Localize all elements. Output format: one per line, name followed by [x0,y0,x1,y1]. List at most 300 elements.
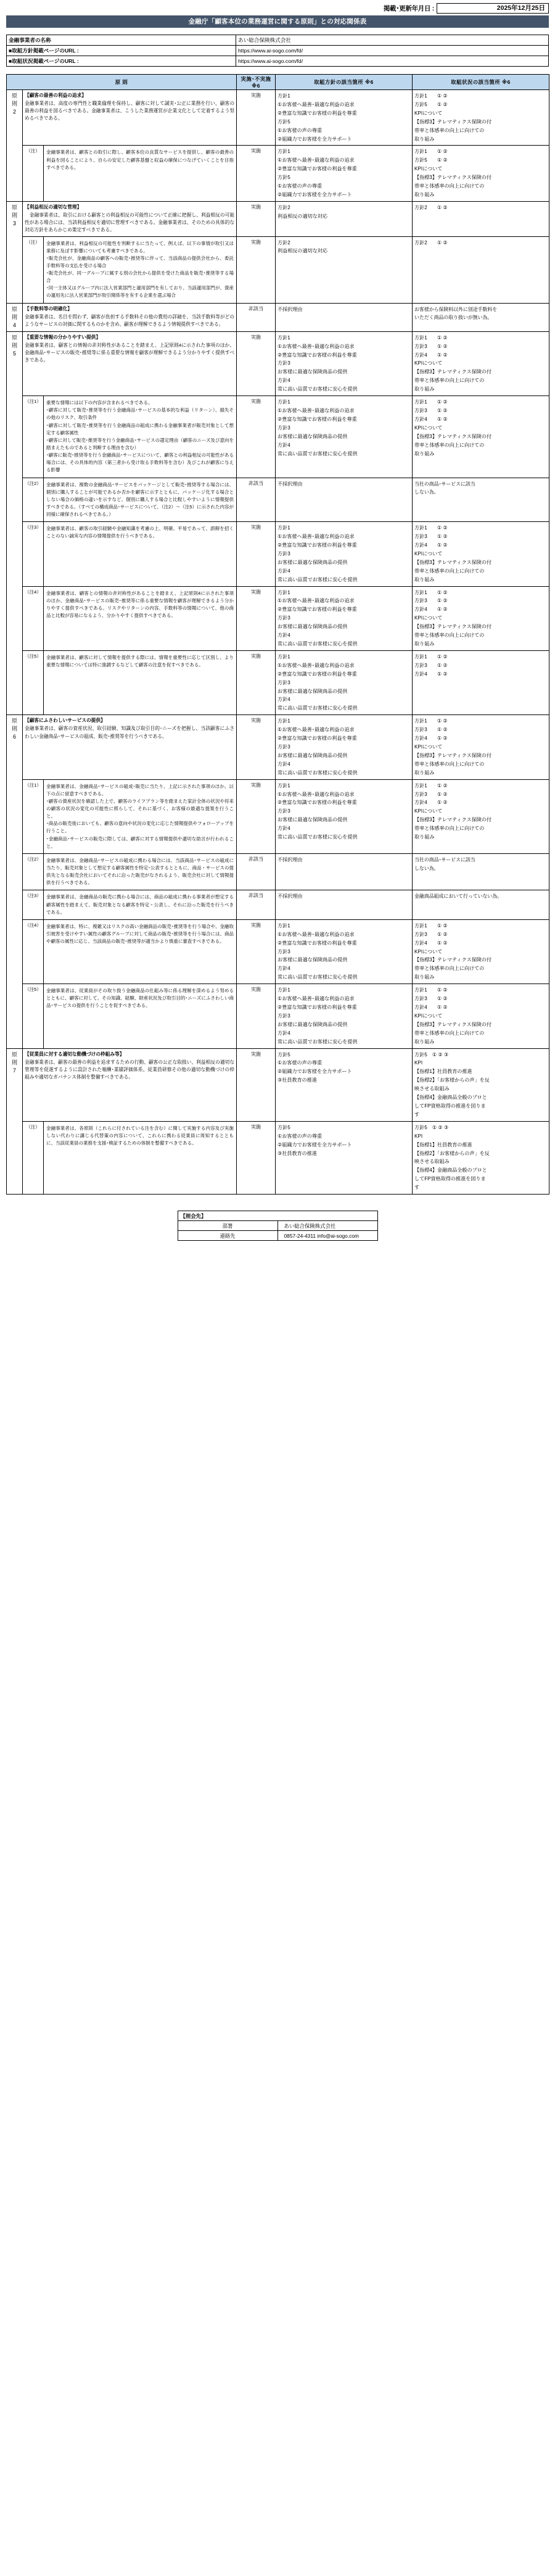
implementation-status: 実施 [237,236,276,303]
table-row [7,890,549,919]
contact-title: 【照会先】 [178,1211,377,1221]
situation-reference-line: 方針1 ① ② [414,589,448,595]
policy-reference-line: 方針5 [278,175,290,181]
principle-title: 【手数料等の明確化】 [25,305,72,312]
implementation-status: 実施 [237,522,276,586]
policy-reference-line: 方針3 [278,1013,290,1019]
contact-value: 0857-24-4311 info@ai-sogo.com [278,1231,377,1241]
situation-reference-line: 帯率と体感率の向上に向けての [414,568,485,574]
situation-reference-line: 取り組み [414,641,435,647]
situation-reference-line: 【指標3】テレマティクス保険の付 [414,433,492,439]
contact-table [178,1211,378,1241]
situation-reference-line: 方針4 ① ② [414,1004,448,1010]
policy-reference [276,919,413,984]
policy-reference-line: 方針1 [278,93,290,99]
policy-reference-line: ①お客様へ最善･最適な利益の追求 [278,534,355,540]
situation-reference-line: 方針4 ① ② [414,542,448,549]
table-row [7,715,549,779]
table-row [7,201,549,236]
principle-number-label: 原 則 2 [7,90,23,202]
principle-title: 【従業員に対する適切な動機づけの枠組み等】 [25,1051,125,1057]
policy-reference-line: ①お客様の声の尊重 [278,1060,323,1066]
situation-reference-line: 帯率と体感率の向上に向けての [414,632,485,639]
principle-text: 【顧客にふさわしいサービスの提供】 金融事業者は、顧客の資産状況、取引経験、知識及び取引目的･ニーズを把握し、当該顧客にふさわしい金融商品･サービスの組成、販売･推奨等を行うべきである。 [23,715,237,779]
situation-reference-line: 方針1 ① ② [414,399,448,405]
situation-reference-line: 方針1 ① ② [414,718,448,724]
department-value: あい総合保険株式会社 [278,1221,377,1231]
table-row [7,522,549,586]
table-row [7,1048,549,1121]
situation-reference-line: KPI [414,1060,423,1066]
situation-reference-line: 方針4 ① ② [414,416,448,422]
policy-reference-line: 方針1 [278,718,290,724]
policy-reference-line: 方針2 [278,204,290,210]
free-text-reason: 金融商品組成において行っていない為。 [414,893,503,900]
contact-label: 連絡先 [178,1231,278,1241]
principle-text: 【従業員に対する適切な動機づけの枠組み等】 金融事業者は、顧客の最善の利益を追求するための行動、顧客の公正な取扱い、利益相反の適切な管理等を促進するように設計された報酬･業績評価体系、従業員研修その他の適切な動機づけの枠組みや適切なガバナンス体制を整備すべきである。 [23,1048,237,1121]
non-adoption-reason-label: 不採択理由 [278,481,303,487]
note-label: （注5） [23,984,44,1048]
policy-reference [276,396,413,478]
policy-reference-line: ②豊富な知識でお客様の利益を尊重 [278,1004,357,1010]
table-row [7,303,549,331]
table-row [7,853,549,890]
principle-title: 【顧客にふさわしいサービスの提供】 [25,718,105,724]
principle-title: 【顧客の最善の利益の追求】 [25,93,86,98]
policy-reference [276,201,413,236]
free-text-reason: お客様から保険料以外に別途手数料を いただく商品の取り扱いが無い為。 [414,306,498,321]
policy-reference-line: お客様に最適な保険商品の提供 [278,433,348,439]
policy-reference [276,522,413,586]
situation-reference [413,1121,549,1194]
situation-reference-line: 帯率と体感率の向上に向けての [414,442,485,448]
situation-reference-line: KPIについて [414,615,443,621]
situation-reference [413,478,549,522]
principle-number-label: 原 則 3 [7,201,23,303]
situation-reference-line: 【指標2】「お客様からの声」を反 [414,1150,490,1156]
situation-reference-line: 【指標4】金融商品全般のプロと [414,1095,487,1101]
principle-note-text: 金融事業者は、複数の金融商品･サービスをパッケージとして販売･推奨等する場合には、個別に購入することが可能であるか否かを顧客に示すとともに、パッケージ化する場合としない場合の価格の違いを示すなど、個別に購入する場合と比較しやすいように情報提供すべきである。（すべての構成商品･サービスについて、（注2）～（注5）に示された内容が同様に確保されるべきである。） [44,478,237,522]
principle-note-text: 金融事業者は、金融商品の販売に携わる場合には、商品の組成に携わる事業者が想定する顧客属性を踏まえて、販売対象となる顧客を特定・公表し、それに沿った販売を行うべきである。 [44,890,237,919]
policy-reference-line: ①お客様の声の尊重 [278,183,323,189]
policy-reference-line: 方針1 [278,782,290,789]
policy-reference-line: ①お客様へ最善･最適な利益の追求 [278,598,355,604]
note-label: （注4） [23,586,44,650]
note-label: （注） [23,236,44,303]
situation-reference-line: KPIについて [414,1013,443,1019]
implementation-status: 実施 [237,1048,276,1121]
table-row [7,146,549,201]
column-header-situation: 取組状況の該当箇所 ※6 [413,75,549,90]
situation-reference [413,201,549,236]
policy-reference [276,90,413,146]
principle-note-text: 金融事業者は、金融商品･サービスの組成に携わる場合には、当該商品･サービスの組成に当たり、販売対象として想定する顧客属性を特定･公表するとともに、商品・サービスの提供先となる販売会社においてそれに沿った販売がなされるよう、販売会社に対して情報提供を行うべきである。 [44,853,237,890]
policy-reference [276,236,413,303]
situation-reference [413,331,549,396]
policy-url-label: ■取組方針掲載ページのURL : [7,46,236,56]
policy-reference-line: 方針3 [278,948,290,955]
implementation-status: 実施 [237,650,276,714]
situation-reference-line: 【指標2】「お客様からの声」を反 [414,1077,490,1083]
table-row [7,236,549,303]
policy-reference-line: 方針5 [278,1051,290,1058]
situation-reference-line: KPI [414,1133,423,1139]
situation-reference-line: 方針3 ① ② [414,727,448,733]
policy-reference-line: お客様に最適な保険商品の提供 [278,624,348,630]
policy-reference-line: お客様に最適な保険商品の提供 [278,369,348,375]
principles-mapping-table [6,74,549,1195]
principles-rows-body [7,90,549,1195]
contact-footer [6,1211,549,1241]
implementation-status: 実施 [237,331,276,396]
policy-reference-line: ①お客様へ最善･最適な利益の追求 [278,157,355,164]
publication-date-label: 掲載･更新年月日 : [383,5,434,12]
policy-reference-line: お客様に最適な保険商品の提供 [278,688,348,694]
situation-reference-line: 方針3 ① ② [414,996,448,1002]
policy-reference-line: 方針1 [278,399,290,405]
policy-reference-line: 方針4 [278,378,290,384]
situation-reference [413,1048,549,1121]
principle-title: 【利益相反の適切な管理】 [25,204,82,210]
policy-reference-line: お客様に最適な保険商品の提供 [278,957,348,963]
situation-reference [413,146,549,201]
situation-reference-line: 帯率と体感率の向上に向けての [414,183,485,189]
table-header-row [7,75,549,90]
policy-reference-line: 方針4 [278,568,290,574]
table-row [7,586,549,650]
table-row [178,1221,377,1231]
table-row [7,35,549,46]
situation-reference-line: KPIについて [414,948,443,955]
situation-reference-line: 方針1 ① ② [414,149,448,155]
policy-reference-line: 方針3 [278,808,290,814]
situation-reference-line: 取り組み [414,834,435,840]
policy-reference-line: 方針1 [278,334,290,341]
table-row [7,331,549,396]
publication-date-row [6,0,549,14]
policy-reference-line: 常に高い品質でお客様に安心を提供 [278,974,358,980]
situation-reference-line: 方針3 ① ② [414,791,448,797]
situation-reference [413,984,549,1048]
policy-reference-line: お客様に最適な保険商品の提供 [278,752,348,758]
policy-reference-line: 方針5 [278,118,290,125]
situation-reference-line: 方針1 ① ② [414,782,448,789]
note-label: （注） [23,146,44,201]
situation-reference [413,236,549,303]
table-row [7,90,549,146]
situation-reference-line: 【指標3】テレマティクス保険の付 [414,559,492,565]
situation-reference-line: 方針5 ① ② ③ [414,1051,449,1058]
implementation-status: 非該当 [237,303,276,331]
policy-reference-line: ②豊富な知識でお客様の利益を尊重 [278,607,357,613]
situation-reference-line: す [414,1185,420,1191]
document-title-banner: 金融庁「顧客本位の業務運営に関する原則」との対応関係表 [6,15,549,28]
policy-reference-line: 方針3 [278,679,290,685]
table-row [7,46,549,56]
situation-reference-line: 方針4 ① ② [414,800,448,806]
implementation-status: 非該当 [237,853,276,890]
situation-reference-line: 【指標1】社員教育の推進 [414,1141,472,1148]
policy-reference-line: 方針4 [278,632,290,639]
table-row [7,56,549,67]
policy-reference-line: 方針3 [278,360,290,367]
policy-reference [276,853,413,890]
situation-reference-line: 方針3 ① ② [414,662,448,668]
situation-reference-line: 取り組み [414,386,435,392]
policy-reference-line: ①お客様へ最善･最適な利益の追求 [278,343,355,349]
situation-reference-line: 方針4 ① ② [414,607,448,613]
situation-reference-line: 【指標3】テレマティクス保険の付 [414,624,492,630]
table-row [7,650,549,714]
policy-reference-line: お客様に最適な保険商品の提供 [278,1021,348,1027]
note-label: （注） [23,1121,44,1194]
situation-reference-line: 【指標3】テレマティクス保険の付 [414,752,492,758]
situation-reference-line: KPIについて [414,808,443,814]
principle-note-text: 金融事業者は、各原則（これらに付されている注を含む）に関して実施する内容及び実施しない代わりに講じる代替策の内容について、これらに携わる従業員に周知するとともに、当該従業員の業務を支援･検証するための体制を整備すべきである。 [44,1121,237,1194]
policy-reference-line: お客様に最適な保険商品の提供 [278,817,348,823]
situation-reference-line: 【指標3】テレマティクス保険の付 [414,817,492,823]
situation-reference-line: 方針1 ① ② [414,653,448,660]
policy-reference-line: 常に高い品質でお客様に安心を提供 [278,576,358,582]
table-row [7,984,549,1048]
policy-reference [276,1048,413,1121]
policy-reference-line: 方針1 [278,922,290,929]
policy-reference-line: 方針3 [278,425,290,431]
table-row [7,478,549,522]
policy-reference-line: ①お客様へ最善･最適な利益の追求 [278,931,355,937]
implementation-status: 実施 [237,586,276,650]
situation-reference-line: してFP資格取得の推進を図りま [414,1103,486,1109]
policy-reference [276,146,413,201]
situation-reference [413,715,549,779]
implementation-status: 実施 [237,146,276,201]
principle-note-text: 重要な情報には以下の内容が含まれるべきである。 ･顧客に対して販売･推奨等を行う金融商品･サービスの基本的な利益（リターン）、損失その他のリスク、取引条件 ･顧客に対して販売･推奨等を行う金融商品の組成に携わる金融事業者が販売対象として想定する顧客属性 ･顧客に対して販売･推奨等を行う金融商品･サービスの選定理由（顧客のニーズ及び意向を踏まえたものであると判断する理由を含む） ･顧客に販売･推奨等を行う金融商品･サービスについて、顧客との利益相反の可能性がある場合には、その具体的内容（第三者から受け取る手数料等を含む）及びこれが顧客に与える影響 [44,396,237,478]
policy-reference-line: ②豊富な知識でお客様の利益を尊重 [278,166,357,172]
table-row [178,1211,377,1221]
situation-reference-line: 帯率と体感率の向上に向けての [414,127,485,133]
policy-reference-line: ②豊富な知識でお客様の利益を尊重 [278,416,357,422]
note-label: （注1） [23,779,44,853]
policy-reference [276,303,413,331]
policy-reference-line: 方針4 [278,761,290,767]
note-label: （注1） [23,396,44,478]
situation-reference-line: 取り組み [414,1038,435,1045]
policy-reference-line: ②豊富な知識でお客様の利益を尊重 [278,671,357,677]
situation-reference-line: KPIについて [414,743,443,750]
principle-number-label: 原 則 5 [7,331,23,714]
policy-reference-line: 常に高い品質でお客様に安心を提供 [278,769,358,776]
situation-reference [413,853,549,890]
policy-reference-line: ①お客様へ最善･最適な利益の追求 [278,791,355,797]
department-label: 部署 [178,1221,278,1231]
policy-reference-line: ①お客様へ最善･最適な利益の追求 [278,101,355,107]
policy-reference-line: ①お客様へ最善･最適な利益の追求 [278,727,355,733]
implementation-status: 実施 [237,90,276,146]
situation-reference-line: 取り組み [414,974,435,980]
implementation-status: 非該当 [237,478,276,522]
principle-note-text: 金融事業者は、金融商品･サービスの組成･販売に当たり、上記に示された事項のほか、以下の点に留意すべきである。 ･顧客の資産状況を確認した上で、顧客のライフプラン等を踏まえた家計全体の状況や将来の顧客の状況の変化の可能性に照らして、それに基づく、お客様の最適な提案を行うこと。 ･商品の販売後においても、顧客の意向や状況の変化に応じた情報提供やフォローアップを行うこと。 ･金融商品･サービスの販売に際しては、顧客に対する情報提供や適切な助言が行われること。 [44,779,237,853]
status-url-value[interactable]: https://www.ai-sogo.com/fd/ [236,56,549,67]
policy-reference-line: ①お客様へ最善･最適な利益の追求 [278,662,355,668]
situation-reference-line: 取り組み [414,136,435,142]
policy-reference [276,478,413,522]
policy-reference-line: 方針3 [278,615,290,621]
policy-reference-line: お客様に最適な保険商品の提供 [278,559,348,565]
policy-url-value[interactable]: https://www.ai-sogo.com/fd/ [236,46,549,56]
table-row [7,919,549,984]
situation-reference [413,890,549,919]
policy-reference [276,984,413,1048]
policy-reference-line: 常に高い品質でお客様に安心を提供 [278,834,358,840]
situation-reference-line: 方針4 ① ② [414,940,448,946]
situation-reference-line: 方針3 ① ② [414,408,448,414]
policy-reference-line: 常に高い品質でお客様に安心を提供 [278,386,358,392]
policy-reference-line: ①お客様へ最善･最適な利益の追求 [278,408,355,414]
policy-reference-line: 常に高い品質でお客様に安心を提供 [278,1038,358,1045]
situation-reference-line: 方針5 ① ② [414,101,448,107]
policy-reference-line: 方針4 [278,966,290,972]
principle-text: 【手数料等の明確化】 金融事業者は、名目を問わず、顧客が負担する手数料その他の費用の詳細を、当該手数料等がどのようなサービスの対価に関するものかを含め、顧客が理解できるよう情報提供すべきである。 [23,303,237,331]
situation-reference-line: 方針3 ① ② [414,931,448,937]
non-adoption-reason-label: 不採択理由 [278,856,303,863]
situation-reference-line: 帯率と体感率の向上に向けての [414,966,485,972]
policy-reference-line: ③社員教育の推進 [278,1077,317,1083]
situation-reference-line: 方針1 ① ② [414,525,448,531]
principle-text: 【利益相反の適切な管理】 金融事業者は、取引における顧客との利益相反の可能性について正確に把握し、利益相反の可能性がある場合には、当該利益相反を適切に管理すべきである。金融事業者は、そのための具体的な対応方針をあらかじめ策定すべきである。 [23,201,237,236]
principle-text: 【顧客の最善の利益の追求】 金融事業者は、高度の専門性と職業倫理を保持し、顧客に対して誠実･公正に業務を行い、顧客の最善の利益を図るべきである。金融事業者は、こうした業務運営が企業文化として定着するよう努めるべきである。 [23,90,237,146]
policy-reference-line: ②組織力でお客様を全力サポート [278,1069,352,1075]
column-header-policy: 取組方針の該当箇所 ※6 [276,75,413,90]
implementation-status: 実施 [237,715,276,779]
company-name-label: 金融事業者の名称 [7,35,236,46]
policy-reference [276,779,413,853]
situation-reference-line: KPIについて [414,110,443,116]
table-row [178,1231,377,1241]
situation-reference-line: 帯率と体感率の向上に向けての [414,1030,485,1036]
policy-reference-line: 利益相反の適切な対応 [278,248,327,254]
situation-reference [413,522,549,586]
situation-reference-line: 【指標4】金融商品全般のプロと [414,1167,487,1174]
situation-reference-line: 取り組み [414,576,435,582]
situation-reference-line: 方針4 ① ② [414,352,448,358]
implementation-status: 実施 [237,1121,276,1194]
policy-reference-line: ①お客様の声の尊重 [278,127,323,133]
situation-reference-line: す [414,1111,420,1117]
policy-reference-line: 方針4 [278,442,290,448]
policy-reference-line: ①お客様の声の尊重 [278,1133,323,1139]
note-label: （注4） [23,919,44,984]
situation-reference-line: 【指標3】テレマティクス保険の付 [414,369,492,375]
situation-reference-line: KPIについて [414,360,443,367]
situation-reference-line: 方針2 ① ② [414,204,448,210]
principle-title: 【重要な情報の分かりやすい提供】 [25,334,101,340]
note-label: （注3） [23,522,44,586]
note-label: （注5） [23,650,44,714]
policy-reference [276,331,413,396]
policy-reference-line: 方針1 [278,589,290,595]
situation-reference-line: 映させる取組み [414,1159,450,1165]
implementation-status: 実施 [237,919,276,984]
policy-reference-line: 方針1 [278,987,290,993]
policy-reference-line: 常に高い品質でお客様に安心を提供 [278,450,358,457]
principle-note-text: 金融事業者は、顧客の取引経験や金融知識を考慮の上、明確、平易であって、誤解を招くことのない誠実な内容の情報提供を行うべきである。 [44,522,237,586]
column-header-status: 実施･不実施 ※6 [237,75,276,90]
policy-reference-line: 方針3 [278,550,290,557]
situation-reference-line: 【指標1】社員教育の推進 [414,1069,472,1075]
situation-reference-line: 方針4 ① ② [414,735,448,742]
principle-text: 【重要な情報の分かりやすい提供】 金融事業者は、顧客との情報の非対称性があることを踏まえ、上記原則4に示された事項のほか、金融商品･サービスの販売･推奨等に係る重要な情報を顧客が理解できるよう分かりやすく提供すべきである。 [23,331,237,396]
principle-note-text: 金融事業者は、顧客との取引に際し、顧客本位の良質なサービスを提供し、顧客の最善の利益を図ることにより、自らの安定した顧客基盤と収益の確保につなげていくことを目指すべきである。 [44,146,237,201]
situation-reference-line: 方針3 ① ② [414,598,448,604]
policy-reference-line: ②組織力でお客様を全力サポート [278,136,352,142]
note-label: （注2） [23,853,44,890]
situation-reference-line: KPIについて [414,550,443,557]
table-row [7,396,549,478]
situation-reference-line: 帯率と体感率の向上に向けての [414,378,485,384]
principle-number-label: 原 則 6 [7,715,23,1048]
principle-note-text: 金融事業者は、顧客に対して情報を提供する際には、情報を重要性に応じて区別し、より重要な情報については特に強調するなどして顧客の注意を促すべきである。 [44,650,237,714]
situation-reference-line: 方針5 ① ② [414,157,448,164]
situation-reference-line: 方針5 ① ② ③ [414,1124,449,1130]
situation-reference [413,650,549,714]
implementation-status: 実施 [237,201,276,236]
situation-reference-line: 方針1 ① ② [414,922,448,929]
policy-reference-line: 方針3 [278,743,290,750]
policy-reference-line: 方針2 [278,239,290,246]
policy-reference-line: ②豊富な知識でお客様の利益を尊重 [278,735,357,742]
situation-reference-line: 方針2 ① ② [414,239,448,246]
policy-reference-line: ①お客様へ最善･最適な利益の追求 [278,996,355,1002]
situation-reference [413,396,549,478]
principle-note-text: 金融事業者は、特に、複雑又はリスクの高い金融商品の販売･推奨等を行う場合や、金融取引被害を受けやすい属性の顧客グループに対して商品の販売･推奨等を行う場合には、商品や顧客の属性に応じ、当該商品の販売･推奨等が適当かより慎重に審査すべきである。 [44,919,237,984]
situation-reference [413,90,549,146]
principle-note-text: 金融事業者は、従業員がその取り扱う金融商品の仕組み等に係る理解を深めるよう努めるとともに、顧客に対して、その知識、経験、財産状況及び取引目的･ニーズにふさわしい商品･サービスの提供を行うことを促すべきである。 [44,984,237,1048]
situation-reference-line: 【指標3】テレマティクス保険の付 [414,175,492,181]
table-row [7,1121,549,1194]
policy-reference-line: ②組織力でお客様を全力サポート [278,191,352,197]
situation-reference [413,779,549,853]
free-text-reason: 当社の商品･サービスに該当 しない為。 [414,856,475,871]
implementation-status: 実施 [237,396,276,478]
policy-reference-line: 方針4 [278,826,290,832]
policy-reference-line: ②組織力でお客様を全力サポート [278,1141,352,1148]
situation-reference-line: 方針1 ① ② [414,93,448,99]
principle-note-text: 金融事業者は、顧客との情報の非対称性があることを踏まえ、上記原則4に示された事項のほか、金融商品･サービスの販売･推奨等に係る重要な情報を顧客が理解できるよう分かりやすく提供すべきである。リスクやリターンの内容、手数料等の情報について、他の商品と比較が容易になるよう、分かりやすく提供すべきである。 [44,586,237,650]
situation-reference-line: 取り組み [414,191,435,197]
situation-reference-line: 方針1 ① ② [414,987,448,993]
situation-reference-line: 【指標3】テレマティクス保険の付 [414,957,492,963]
policy-reference-line: ③社員教育の推進 [278,1150,317,1156]
policy-reference-line: 利益相反の適切な対応 [278,213,327,219]
company-name-value: あい総合保険株式会社 [236,35,549,46]
free-text-reason: 当社の商品･サービスに該当 しない為。 [414,481,475,495]
situation-reference-line: 方針3 ① ② [414,534,448,540]
situation-reference [413,303,549,331]
publication-date-value: 2025年12月25日 [437,3,549,14]
policy-reference-line: 方針1 [278,149,290,155]
situation-reference-line: 【指標3】テレマティクス保険の付 [414,118,492,125]
policy-reference [276,715,413,779]
principle-number-label: 原 則 4 [7,303,23,331]
policy-reference-line: 常に高い品質でお客様に安心を提供 [278,705,358,711]
situation-reference-line: 取り組み [414,769,435,776]
table-row [7,779,549,853]
situation-reference [413,586,549,650]
policy-reference [276,586,413,650]
policy-reference-line: ②豊富な知識でお客様の利益を尊重 [278,940,357,946]
situation-reference-line: 取り組み [414,450,435,457]
principle-note-text: 金融事業者は、利益相反の可能性を判断するに当たって、例えば、以下の事情が取引又は業務に及ぼす影響についても考慮すべきである。 ･販売会社が、金融商品の顧客への販売･推奨等に伴って、当該商品の提供会社から、委託手数料等の支払を受ける場合 ･販売会社が、同一グループに属する別の会社から提供を受けた商品を販売･推奨等する場合 ･同一主体又はグループ内に法人営業部門と運用部門を有しており、当該運用部門が、資産の運用先に法人営業部門が取引関係等を有する企業を選ぶ場合 [44,236,237,303]
